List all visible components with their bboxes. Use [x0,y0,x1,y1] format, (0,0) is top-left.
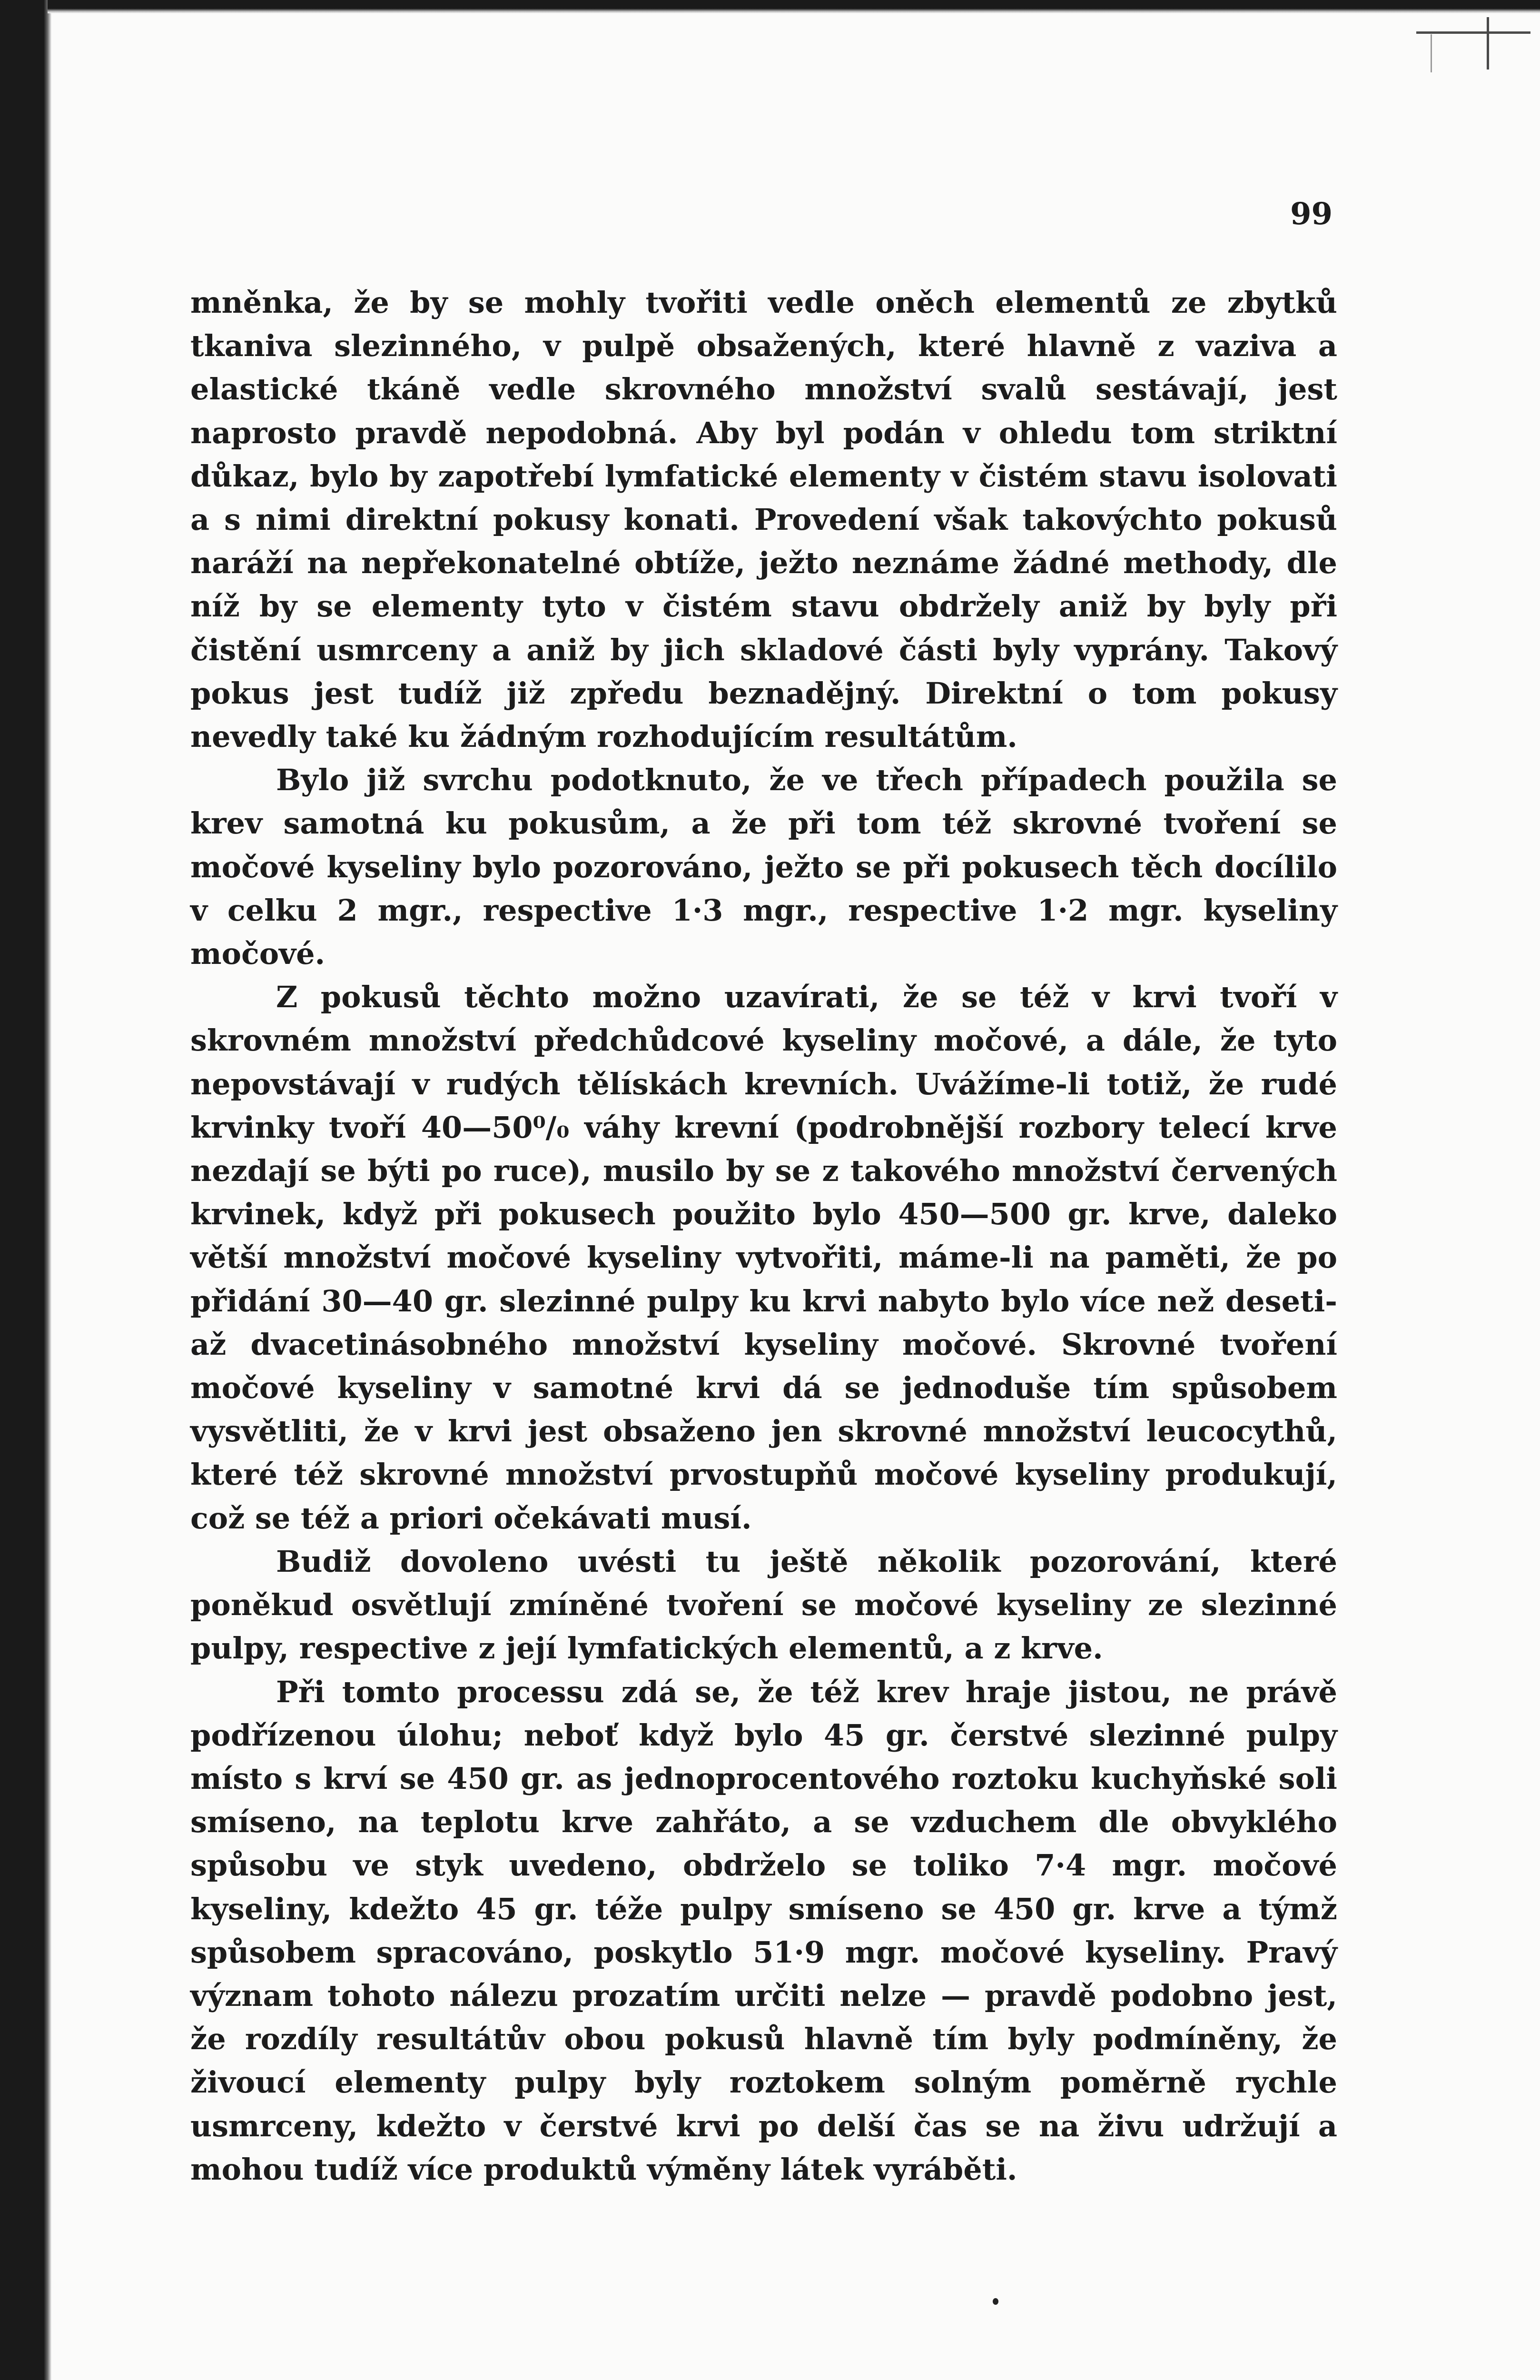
paragraph-5: Při tomto processu zdá se, že též krev hraje jistou, ne právě podřízenou úlohu; neboť když bylo 45 gr. čerstvé slezinné pulpy místo s krví se 450 gr. as jednoprocentového roztoku kuchyňské soli smíseno, na teplotu krve zahřáto, a se vzduchem dle obvyklého spůsobu ve styk uvedeno, obdrželo se toliko 7·4 mgr. močové kyseliny, kdežto 45 gr. téže pulpy smíseno se 450 gr. krve a týmž spůsobem spracováno, poskytlo 51·9 mgr. močové kyseliny. Pravý význam tohoto nálezu prozatím určiti nelze — pravdě podobno jest, že rozdíly resultátův obou pokusů hlavně tím byly podmíněny, že živoucí elementy pulpy byly roztokem solným poměrně rychle usmrceny, kdežto v čerstvé krvi po delší čas se na živu udržují a mohou tudíž více produktů výměny látek vyráběti. [190,1674,1337,2187]
page-number: 99 [1290,196,1333,232]
crop-mark-horizontal [1416,31,1530,34]
corner-crop-mark [1416,17,1530,74]
paragraph-1: mněnka, že by se mohly tvořiti vedle oněch elementů ze zbytků tkaniva slezinného, v pulpě obsažených, které hlavně z vaziva a elastické tkáně vedle skrovného množství svalů sestávají, jest naprosto pravdě nepodobná. Aby byl podán v ohledu tom striktní důkaz, bylo by zapotřebí lymfatické elementy v čistém stavu isolovati a s nimi direktní pokusy konati. Provedení však takovýchto pokusů naráží na nepřekonatelné obtíže, ježto neznáme žádné methody, dle níž by se elementy tyto v čistém stavu obdržely aniž by byly při čistění usmrceny a aniž by jich skladové části byly vyprány. Takový pokus jest tudíž již zpředu beznadějný. Direktní o tom pokusy nevedly také ku žádným rozhodujícím resultátům. [190,285,1337,754]
text-body [190,281,1337,2191]
paragraph-3: Z pokusů těchto možno uzavírati, že se též v krvi tvoří v skrovném množství předchůdcové kyseliny močové, a dále, že tyto nepovstávají v rudých tělískách krevních. Uvážíme-li totiž, že rudé krvinky tvoří 40—50⁰/₀ váhy krevní (podrobnější rozbory telecí krve nezdají se býti po ruce), musilo by se z takového množství červených krvinek, když při pokusech použito bylo 450—500 gr. krve, daleko větší množství močové kyseliny vytvořiti, máme-li na paměti, že po přidání 30—40 gr. slezinné pulpy ku krvi nabyto bylo více než deseti- až dvacetinásobného množství kyseliny močové. Skrovné tvoření močové kyseliny v samotné krvi dá se jednoduše tím spůsobem vysvětliti, že v krvi jest obsaženo jen skrovné množství leucocythů, které též skrovné množství prvostupňů močové kyseliny produkují, což se též a priori očekávati musí. [190,980,1337,1536]
paragraph-4: Budiž dovoleno uvésti tu ještě několik pozorování, které poněkud osvětlují zmíněné tvoření se močové kyseliny ze slezinné pulpy, respective z její lymfatických elementů, a z krve. [190,1544,1337,1666]
crop-mark-faint-line [1431,34,1432,72]
paragraph-2: Bylo již svrchu podotknuto, že ve třech případech použila se krev samotná ku pokusům, a že při tom též skrovné tvoření se močové kyseliny bylo pozorováno, ježto se při pokusech těch docílilo v celku 2 mgr., respective 1·3 mgr., respective 1·2 mgr. kyseliny močové. [190,763,1337,972]
crop-mark-vertical [1487,17,1489,69]
ink-speck [993,2298,998,2305]
page-top-edge-shadow [48,0,1540,13]
book-binding-shadow [0,0,51,2380]
